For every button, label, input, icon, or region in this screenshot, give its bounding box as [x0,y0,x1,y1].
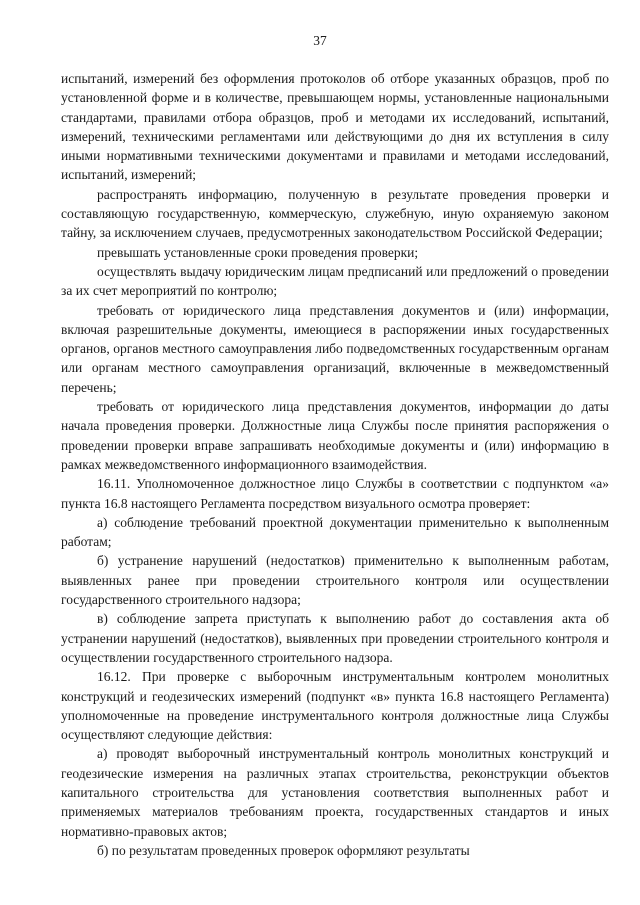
paragraph: 16.12. При проверке с выборочным инструментальным контролем монолитных конструкций и геодезических измерений (подпункт «в» пункта 16.8 настоящего Регламента) уполномоченные на проведение инструментального контроля должностные лица Службы осуществляют следующие действия: [61,669,609,743]
paragraph: требовать от юридического лица представления документов, информации до даты начала проведения проверки. Должностные лица Службы после принятия распоряжения о проведении проверки вправе запрашивать необходимые документы и (или) информацию в рамках межведомственного информационного взаимодействия. [61,399,609,472]
paragraph: превышать установленные сроки проведения проверки; [97,244,419,260]
paragraph: требовать от юридического лица представления документов и (или) информации, включая разрешительные документы, имеющиеся в распоряжении иных государственных органов, органов местного самоуправления либо подведомственных государственным органам или органам местного самоуправления организаций, включенные в межведомственный перечень; [61,302,609,395]
paragraph: б) по результатам проведенных проверок оформляют результаты [97,842,470,858]
paragraph: б) устранение нарушений (недостатков) применительно к выполненным работам, выявленных ранее при проведении строительного контроля или осуществлении государственного строительного надзора; [61,553,609,608]
page-number: 37 [313,33,327,48]
paragraph: осуществлять выдачу юридическим лицам предписаний или предложений о проведении за их счет мероприятий по контролю; [61,263,609,299]
paragraph: в) соблюдение запрета приступать к выполнению работ до составления акта об устранении нарушений (недостатков), выявленных при проведении строительного контроля и осуществлении государственного строительного надзора. [61,611,609,665]
paragraph: а) соблюдение требований проектной документации применительно к выполненным работам; [61,514,609,550]
paragraph: испытаний, измерений без оформления протоколов об отборе указанных образцов, проб по установленной форме и в количестве, превышающем нормы, установленные национальными стандартами, правилами отбора образцов, проб и методами их исследований, испытаний, измерений, техническими регламентами или действующими до дня их вступления в силу иными нормативными техническими документами и правилами и методами исследований, испытаний, измерений; [61,71,609,183]
body-text [61,69,609,860]
paragraph: распространять информацию, полученную в результате проведения проверки и составляющую государственную, коммерческую, служебную, иную охраняемую законом тайну, за исключением случаев, предусмотренных законодательством Российской Федерации; [61,186,609,241]
paragraph: а) проводят выборочный инструментальный контроль монолитных конструкций и геодезические измерения на различных этапах строительства, реконструкции объектов капитального строительства для установления соответствия выполненных работ и применяемых материалов требованиям проекта, государственных стандартов и иных нормативно-правовых актов; [61,746,609,839]
paragraph: 16.11. Уполномоченное должностное лицо Службы в соответствии с подпунктом «а» пункта 16.8 настоящего Регламента посредством визуального осмотра проверяет: [61,476,609,511]
